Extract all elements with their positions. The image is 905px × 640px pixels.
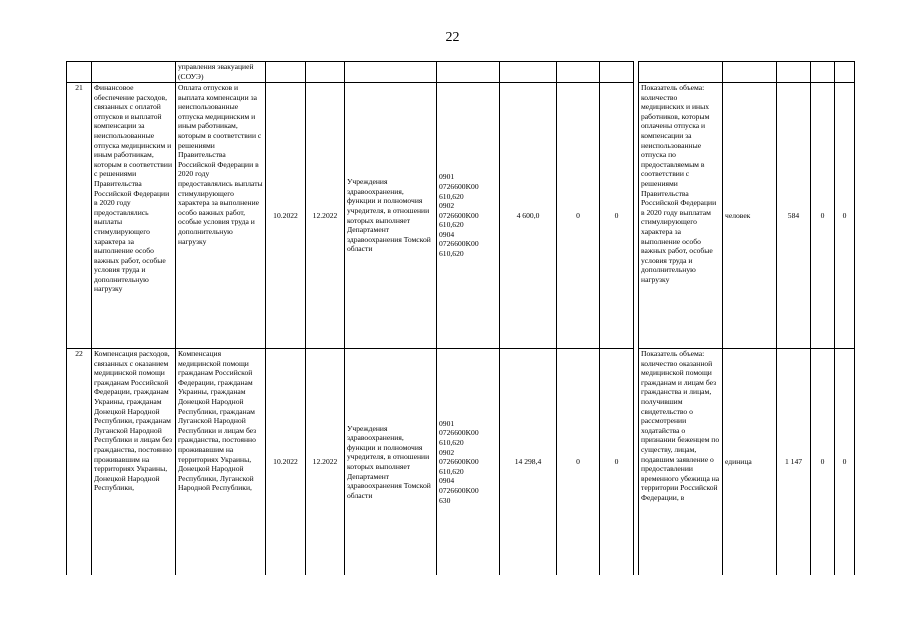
row-number-cell: 22 xyxy=(67,349,92,576)
indicator-cell: Показатель объема: количество медицинских и иных работников, которым оплачены отпуска и компенсации за неиспользованные отпуска по предоставляемым в соответствии с решениями Правительства Российской Федерации в 2020 году выплатам стимулирующего характера за выполнение особо важных работ, особые условия труда и дополнительную нагрузку xyxy=(639,83,723,349)
unit-cell: единица xyxy=(723,349,777,576)
amount-cell: 4 600,0 xyxy=(500,83,557,349)
quantity-cell xyxy=(777,62,811,83)
unit-cell: человек xyxy=(723,83,777,349)
name-cell: Финансовое обеспечение расходов, связанных с оплатой отпусков и выплатой компенсации за неиспользованные отпуска медицинским и иным работникам, которым в соответствии с решениями Правительства Российской Федерации в 2020 году предоставлялись выплаты стимулирующего характера за выполнение особо важных работ, особые условия труда и дополнительную нагрузку xyxy=(92,83,176,349)
amount-cell: 14 298,4 xyxy=(500,349,557,576)
codes-cell xyxy=(437,83,500,349)
indicator-cell xyxy=(639,62,723,83)
value-cell xyxy=(600,62,634,83)
value-cell: 0 xyxy=(557,83,600,349)
end-cell xyxy=(306,62,345,83)
description-cell: Компенсация медицинской помощи гражданам Российской Федерации, гражданам Украины, гражданам Донецкой Народной Республики, гражданам Луганской Народной Республики и лицам без гражданства, постоянно проживавшим на территориях Украины, Донецкой Народной Республики, Луганской Народной Республики, xyxy=(176,349,266,576)
quantity-cell: 584 xyxy=(777,83,811,349)
row-number-cell: 21 xyxy=(67,83,92,349)
quantity-cell: 1 147 xyxy=(777,349,811,576)
value-cell: 0 xyxy=(557,349,600,576)
name-cell: Компенсация расходов, связанных с оказанием медицинской помощи гражданам Российской Федерации, гражданам Украины, гражданам Донецкой Народной Республики, гражданам Луганской Народной Республики и лицам без гражданства, постоянно проживавшим на территориях Украины, Донецкой Народной Республики, xyxy=(92,349,176,576)
quantity-cell xyxy=(835,62,855,83)
table-row xyxy=(67,62,855,83)
quantity-cell: 0 xyxy=(811,349,835,576)
start-date-cell: 10.2022 xyxy=(266,83,306,349)
end-date-cell: 12.2022 xyxy=(306,349,345,576)
quantity-cell: 0 xyxy=(835,349,855,576)
quantity-cell xyxy=(811,62,835,83)
value-cell xyxy=(557,62,600,83)
executor-cell: Учреждения здравоохранения, функции и полномочия учредителя, в отношении которых выполняет Департамент здравоохранения Томской области xyxy=(345,83,437,349)
executor-cell: Учреждения здравоохранения, функции и полномочия учредителя, в отношении которых выполняет Департамент здравоохранения Томской области xyxy=(345,349,437,576)
start-date-cell: 10.2022 xyxy=(266,349,306,576)
description-cell xyxy=(176,62,266,83)
value-cell: 0 xyxy=(600,83,634,349)
table-row xyxy=(67,349,855,576)
start-cell xyxy=(266,62,306,83)
unit-cell xyxy=(723,62,777,83)
quantity-cell: 0 xyxy=(835,83,855,349)
page-number: 22 xyxy=(445,30,460,45)
value-cell: 0 xyxy=(600,349,634,576)
end-date-cell: 12.2022 xyxy=(306,83,345,349)
name-cell xyxy=(92,62,176,83)
description-text: управления эвакуацией (СОУЭ) xyxy=(178,62,254,81)
quantity-cell: 0 xyxy=(811,83,835,349)
row-number-cell xyxy=(67,62,92,83)
codes-text: 0901 0726600K00 610,620 0902 0726600K00 610,620 0904 0726600K00 630 xyxy=(439,418,479,505)
executor-cell xyxy=(345,62,437,83)
table-row xyxy=(67,83,855,349)
codes-cell xyxy=(437,62,500,83)
amount-cell xyxy=(500,62,557,83)
codes-text: 0901 0726600K00 610,620 0902 0726600K00 610,620 0904 0726600K00 610,620 xyxy=(439,172,479,259)
description-cell: Оплата отпусков и выплата компенсации за неиспользованные отпуска медицинским и иным работникам, которым в соответствии с решениями Правительства Российской Федерации в 2020 году предоставлялись выплаты стимулирующего характера за выполнение особо важных работ, особые условия труда и дополнительную нагрузку xyxy=(176,83,266,349)
activities-table xyxy=(66,61,855,575)
indicator-cell: Показатель объема: количество оказанной медицинской помощи гражданам и лицам без гражданства и лицам, получившим свидетельство о рассмотрении ходатайства о признании беженцем по существу, лицам, подавшим заявление о предоставлении временного убежища на территории Российской Федерации, в xyxy=(639,349,723,576)
codes-cell xyxy=(437,349,500,576)
